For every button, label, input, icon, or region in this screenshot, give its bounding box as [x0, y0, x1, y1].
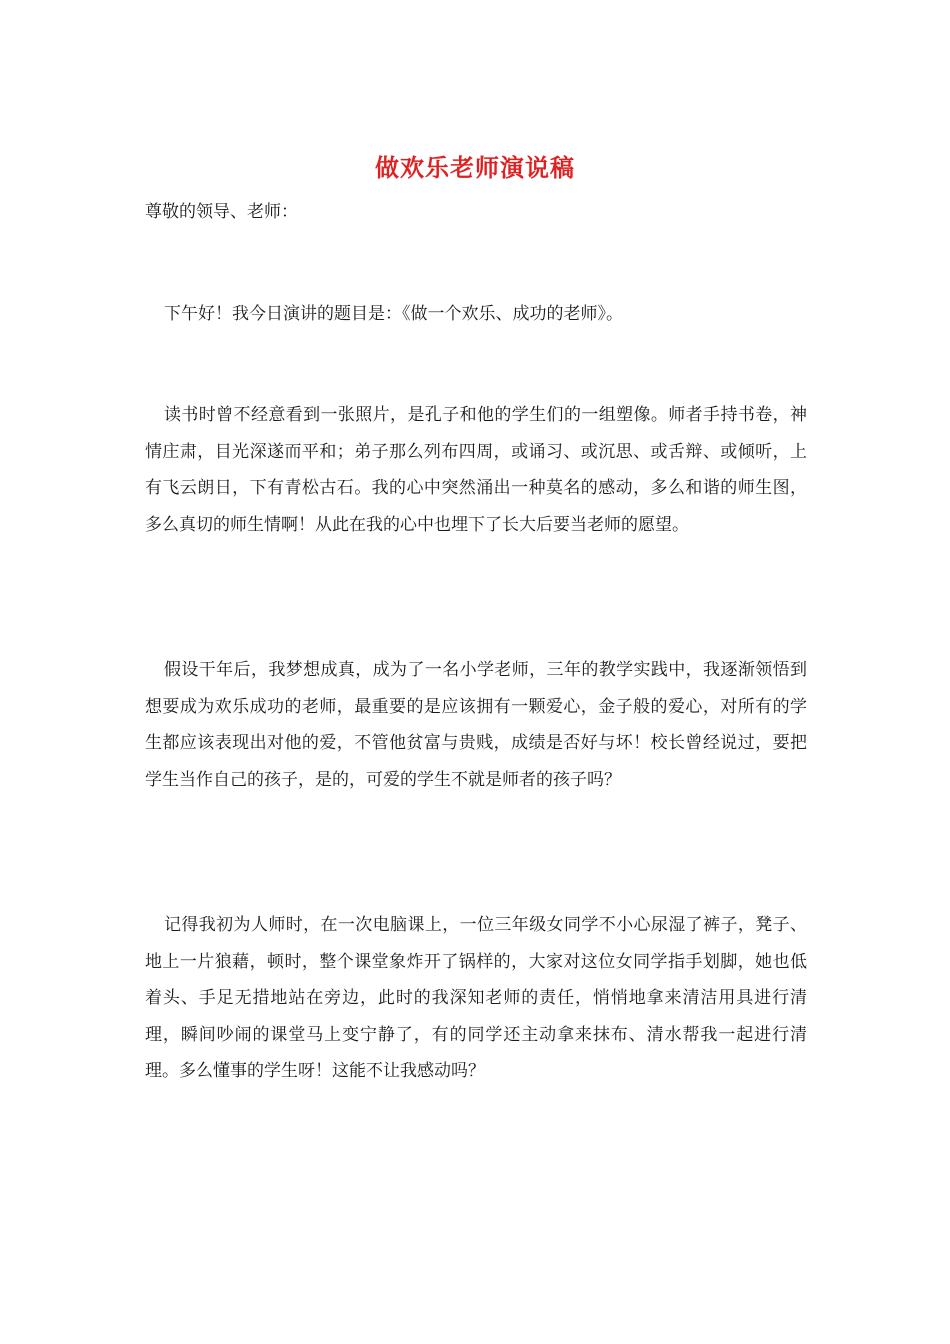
paragraph-confucius-photo: 读书时曾不经意看到一张照片，是孔子和他的学生们的一组塑像。师者手持书卷，神情庄肃，目光深遂而平和；弟子那么列布四周，或诵习、或沉思、或舌辩、或倾听，上有飞云朗日，下有青松古石。我的心中突然涌出一种莫名的感动，多么和谐的师生图，多么真切的师生情啊！从此在我的心中也埋下了长大后要当老师的愿望。	[145, 405, 807, 535]
document-title: 做欢乐老师演说稿	[375, 153, 575, 182]
paragraph-teaching-practice: 假设干年后，我梦想成真，成为了一名小学老师，三年的教学实践中，我逐渐领悟到想要成为欢乐成功的老师，最重要的是应该拥有一颗爱心，金子般的爱心，对所有的学生都应该表现出对他的爱，不管他贫富与贵贱，成绩是否好与坏！校长曾经说过，要把学生当作自己的孩子，是的，可爱的学生不就是师者的孩子吗？	[145, 660, 807, 790]
paragraph-classroom-story: 记得我初为人师时，在一次电脑课上，一位三年级女同学不小心尿湿了裤子，凳子、地上一片狼藉，顿时，整个课堂象炸开了锅样的，大家对这位女同学指手划脚，她也低着头、手足无措地站在旁边，此时的我深知老师的责任，悄悄地拿来清洁用具进行清理，瞬间吵闹的课堂马上变宁静了，有的同学还主动拿来抹布、清水帮我一起进行清理。多么懂事的学生呀！这能不让我感动吗？	[145, 915, 807, 1081]
paragraph-greeting: 下午好！我今日演讲的题目是：《做一个欢乐、成功的老师》。	[164, 304, 623, 324]
salutation: 尊敬的领导、老师：	[145, 202, 298, 222]
